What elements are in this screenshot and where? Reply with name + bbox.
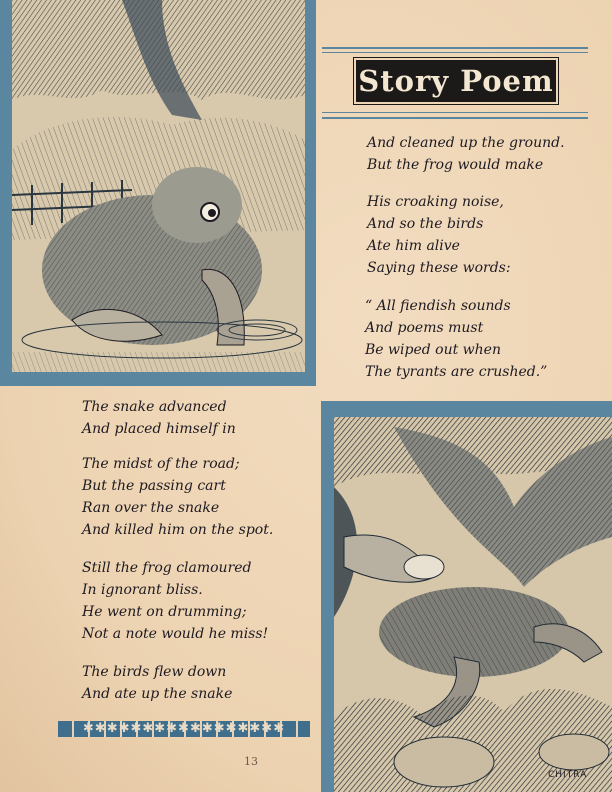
poem-line: And poems must bbox=[365, 320, 484, 336]
poem-line: He went on drumming; bbox=[82, 604, 247, 620]
title-rule-bottom bbox=[322, 117, 588, 119]
poem-line: The midst of the road; bbox=[82, 456, 240, 472]
poem-line: But the frog would make bbox=[367, 157, 544, 173]
poem-line: Saying these words: bbox=[367, 260, 511, 276]
poem-line: The birds flew down bbox=[82, 664, 227, 680]
page-number: 13 bbox=[244, 755, 258, 768]
poem-line: And placed himself in bbox=[82, 421, 236, 437]
birds-attacking-frog-illustration bbox=[334, 417, 612, 792]
poem-line: Ate him alive bbox=[367, 238, 460, 254]
page-title: Story Poem bbox=[356, 60, 556, 102]
stanza bbox=[82, 453, 273, 541]
stanza bbox=[82, 557, 268, 645]
poem-line: “ All fiendish sounds bbox=[365, 298, 511, 314]
illustration-frame-bottom bbox=[321, 401, 612, 792]
stanza bbox=[367, 132, 565, 176]
stanza bbox=[365, 295, 547, 383]
decorative-border-strip: ✱✱✱✱✱✱✱✱✱✱✱✱✱✱✱✱✱ bbox=[58, 721, 310, 737]
artist-signature: CHITRA bbox=[548, 770, 588, 780]
illustration-frame-top bbox=[0, 0, 316, 386]
poem-line: But the passing cart bbox=[82, 478, 226, 494]
poem-line: And killed him on the spot. bbox=[82, 522, 274, 538]
poem-line: And cleaned up the ground. bbox=[367, 135, 565, 151]
poem-line: And ate up the snake bbox=[82, 686, 233, 702]
poem-line: And so the birds bbox=[367, 216, 484, 232]
poem-line: Not a note would he miss! bbox=[82, 626, 269, 642]
poem-line: Still the frog clamoured bbox=[82, 560, 252, 576]
poem-line: The tyrants are crushed.” bbox=[365, 364, 548, 380]
title-rule-top bbox=[322, 47, 588, 49]
frog-illustration bbox=[12, 0, 305, 372]
stanza bbox=[82, 396, 236, 440]
poem-line: Be wiped out when bbox=[365, 342, 501, 358]
poem-line: Ran over the snake bbox=[82, 500, 220, 516]
title-rule-top-thin bbox=[322, 52, 588, 53]
stanza bbox=[367, 191, 511, 279]
stanza bbox=[82, 661, 232, 705]
poem-line: His croaking noise, bbox=[367, 194, 504, 210]
poem-line: In ignorant bliss. bbox=[82, 582, 203, 598]
poem-line: The snake advanced bbox=[82, 399, 227, 415]
title-rule-bottom-thin bbox=[322, 112, 588, 113]
